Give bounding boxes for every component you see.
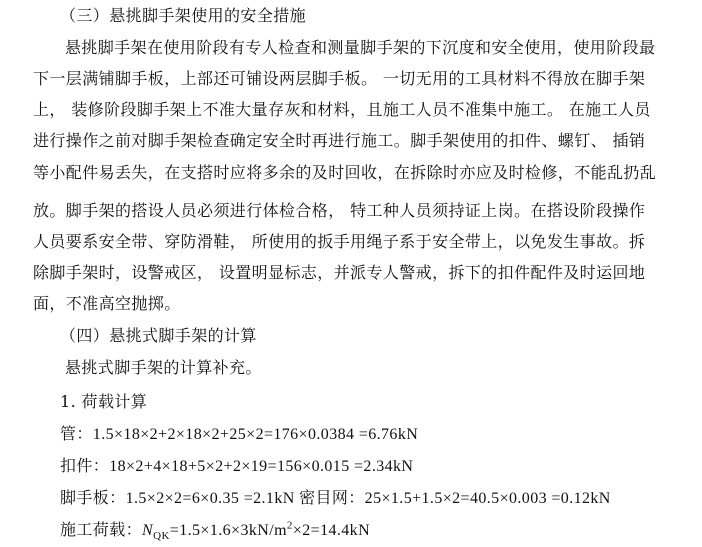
item-1-heading: 1. 荷载计算: [60, 392, 148, 411]
section-4-intro: 悬挑式脚手架的计算补充。: [65, 358, 262, 377]
section-3-heading: （三）悬挑脚手架使用的安全措施: [60, 6, 307, 25]
formula-load-subscript: QK: [153, 530, 170, 543]
formula-construction-load: [60, 521, 370, 541]
paragraph-line-9: 面，不准高空抛掷。: [33, 294, 181, 313]
section-4-heading: （四）悬挑式脚手架的计算: [60, 326, 257, 345]
paragraph-line-3: 上， 装修阶段脚手架上不准大量存灰和材料，且施工人员不准集中施工。 在施工人员: [33, 100, 651, 119]
formula-pipe: 管：1.5×18×2+2×18×2+25×2=176×0.0384 =6.76kN: [60, 426, 419, 443]
paragraph-line-2: 下一层满铺脚手板，上部还可铺设两层脚手板。 一切无用的工具材料不得放在脚手架: [33, 69, 646, 88]
paragraph-line-1: 悬挑脚手架在使用阶段有专人检查和测量脚手架的下沉度和安全使用，使用阶段最: [65, 38, 656, 57]
paragraph-line-5: 等小配件易丢失，在支搭时应将多余的及时回收，在拆除时亦应及时检修，不能乱扔乱: [33, 163, 657, 182]
paragraph-line-7: 人员要系安全带、穿防滑鞋， 所使用的扳手用绳子系于安全带上，以免发生事故。拆: [33, 232, 646, 251]
formula-load-superscript: 2: [286, 519, 293, 532]
formula-load-end: ×2=14.4kN: [292, 522, 371, 539]
paragraph-line-6: 放。脚手架的搭设人员必须进行体检合格， 特工种人员须持证上岗。在搭设阶段操作: [33, 201, 646, 220]
paragraph-line-8: 除脚手架时，设警戒区， 设置明显标志，并派专人警戒，拆下的扣件配件及时运回地: [33, 263, 646, 282]
formula-load-symbol: N: [142, 522, 154, 539]
formula-clamp: 扣件：18×2+4×18+5×2+2×19=156×0.015 =2.34kN: [60, 458, 414, 475]
formula-load-middle: =1.5×1.6×3kN/m: [169, 522, 287, 539]
paragraph-line-4: 进行操作之前对脚手架检查确定安全时再进行施工。脚手架使用的扣件、螺钉、 插销: [33, 131, 646, 150]
formula-board-and-net: 脚手板：1.5×2×2=6×0.35 =2.1kN 密目网：25×1.5+1.5×2=40.5×0.003 =0.12kN: [60, 490, 611, 507]
formula-load-prefix: 施工荷载：: [60, 522, 143, 539]
